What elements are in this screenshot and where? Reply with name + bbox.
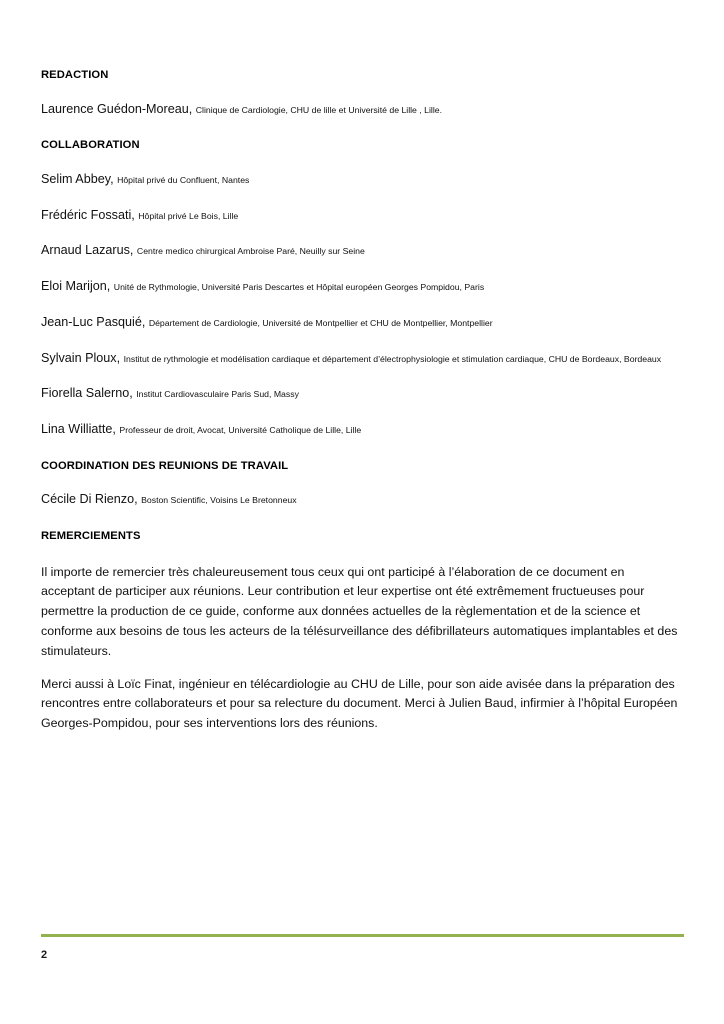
credit-name: Eloi Marijon, — [41, 279, 111, 294]
credit-entry — [41, 492, 684, 508]
credit-name: Sylvain Ploux, — [41, 350, 121, 365]
spacer — [41, 223, 684, 243]
spacer — [41, 295, 684, 315]
acknowledgements-paragraph-1: Il importe de remercier très chaleureusement tous ceux qui ont participé à l’élaboration de ce document en acceptant de participer aux réunions. Leur contribution et leur expertise ont été extrêmement fructueuses pour permettre la production de ce guide, conforme aux données actuelles de la règlementation et de la science et conforme aux besoins de tous les acteurs de la télésurveillance des défibrillateurs automatiques implantables et des stimulateurs. — [41, 564, 678, 658]
spacer — [41, 83, 684, 102]
spacer — [41, 259, 684, 279]
section-heading-redaction: REDACTION — [41, 69, 109, 81]
spacer — [41, 366, 684, 386]
credit-affiliation: Clinique de Cardiologie, CHU de lille et Université de Lille , Lille. — [195, 104, 443, 115]
spacer — [41, 508, 684, 529]
credit-entry — [41, 315, 684, 331]
section-heading-remerciements: REMERCIEMENTS — [41, 530, 141, 543]
credit-entry — [41, 386, 684, 402]
acknowledgements-paragraph-2: Merci aussi à Loïc Finat, ingénieur en télécardiologie au CHU de Lille, pour son aide avisée dans la préparation des rencontres entre collaborateurs et pour sa relecture du document. Merci à Julien Baud, infirmier à l’hôpital Européen Georges-Pompidou, pour ses interventions lors des réunions. — [41, 676, 678, 731]
credit-affiliation: Professeur de droit, Avocat, Université Catholique de Lille, Lille — [119, 425, 362, 435]
credit-entry — [41, 422, 684, 438]
spacer — [41, 153, 684, 172]
credit-name: Lina Williatte, — [41, 422, 116, 436]
spacer — [41, 473, 684, 492]
section-heading-collaboration: COLLABORATION — [41, 139, 140, 152]
spacer — [41, 544, 684, 563]
spacer — [41, 438, 684, 459]
credit-entry — [41, 243, 684, 259]
credit-affiliation: Boston Scientific, Voisins Le Bretonneux — [141, 495, 297, 506]
credit-affiliation: Département de Cardiologie, Université de Montpellier et CHU de Montpellier, Montpellier — [148, 317, 493, 328]
credit-affiliation: Institut Cardiovasculaire Paris Sud, Massy — [136, 389, 299, 400]
credit-entry — [41, 208, 684, 224]
spacer — [41, 662, 684, 675]
spacer — [41, 402, 684, 422]
section-heading-coordination: COORDINATION DES REUNIONS DE TRAVAIL — [41, 459, 289, 472]
credit-name: Cécile Di Rienzo, — [41, 492, 138, 507]
spacer — [41, 188, 684, 208]
document-body — [41, 68, 684, 734]
credit-name: Laurence Guédon-Moreau, — [41, 101, 193, 116]
credit-affiliation: Centre medico chirurgical Ambroise Paré, Neuilly sur Seine — [136, 246, 365, 257]
footer-divider-rule — [41, 934, 684, 937]
credit-affiliation: Hôpital privé du Confluent, Nantes — [117, 174, 250, 185]
credit-entry — [41, 172, 684, 188]
credit-affiliation: Institut de rythmologie et modélisation cardiaque et département d’électrophysiologie et stimulation cardiaque, CHU de Bordeaux, Bordeaux — [123, 353, 662, 364]
credit-name: Frédéric Fossati, — [41, 207, 135, 222]
spacer — [41, 117, 684, 138]
credit-entry — [41, 279, 684, 295]
credit-name: Jean-Luc Pasquié, — [41, 314, 146, 329]
page-footer — [41, 934, 684, 961]
spacer — [41, 331, 684, 351]
credit-name: Arnaud Lazarus, — [41, 243, 134, 258]
credit-entry — [41, 351, 684, 367]
credit-entry — [41, 102, 684, 118]
credit-affiliation: Hôpital privé Le Bois, Lille — [138, 210, 239, 221]
credit-name: Selim Abbey, — [41, 171, 114, 186]
page-number: 2 — [41, 949, 48, 961]
credit-name: Fiorella Salerno, — [41, 386, 133, 401]
credit-affiliation: Unité de Rythmologie, Université Paris Descartes et Hôpital européen Georges Pompidou, Paris — [113, 282, 485, 293]
